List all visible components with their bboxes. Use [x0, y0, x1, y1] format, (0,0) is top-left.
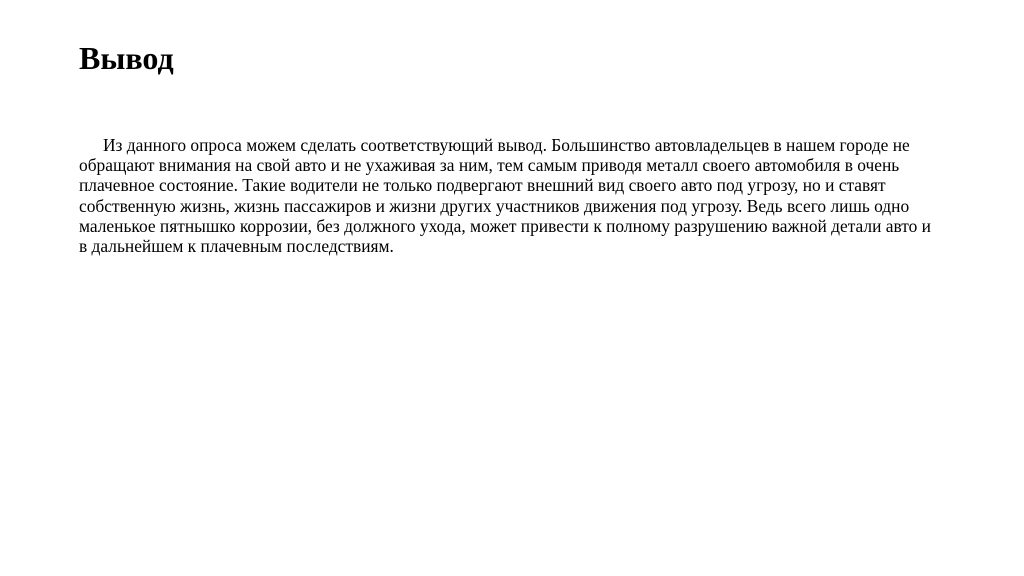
slide-title: Вывод — [79, 40, 174, 76]
slide-body-paragraph: Из данного опроса можем сделать соответствующий вывод. Большинство автовладельцев в нашем городе не обращают внимания на свой авто и не ухаживая за ним, тем самым приводя металл своего автомобиля в очень плачевное состояние. Такие водители не только подвергают внешний вид своего авто под угрозу, но и ставят собственную жизнь, жизнь пассажиров и жизни других участников движения под угрозу. Ведь всего лишь одно маленькое пятнышко коррозии, без должного ухода, может привести к полному разрушению важной детали авто и в дальнейшем к плачевным последствиям. — [79, 135, 931, 257]
